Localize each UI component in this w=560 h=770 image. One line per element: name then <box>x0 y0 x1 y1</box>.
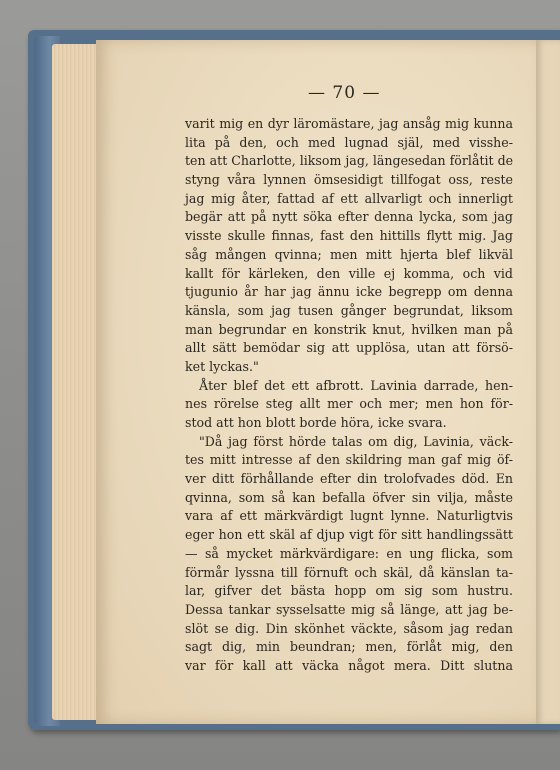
text-line: styng våra lynnen ömsesidigt tillfogat oss, reste <box>185 172 513 188</box>
text-line: allt sätt bemödar sig att upplösa, utan att försö- <box>185 340 513 356</box>
text-line: man begrundar en konstrik knut, hvilken man på <box>185 321 513 337</box>
text-line: Åter blef det ett afbrott. Lavinia darrade, hen- <box>199 377 513 393</box>
text-line: "Då jag först hörde talas om dig, Lavinia, väck- <box>199 433 513 449</box>
text-line: lita på den, och med lugnad själ, med visshe- <box>185 134 513 150</box>
text-line: varit mig en dyr läromästare, jag ansåg mig kunna <box>185 116 513 131</box>
text-line: ket lyckas." <box>185 358 259 374</box>
text-line: eger hon ett skäl af djup vigt för sitt handlingssätt <box>185 527 513 543</box>
text-line: var för kall att väcka något mera. Ditt slutna <box>185 657 513 673</box>
page-number: — 70 — <box>308 83 381 103</box>
text-line: stod att hon blott borde höra, icke svara. <box>185 415 447 430</box>
text-line: visste skulle finnas, fast den hittills flytt mig. Jag <box>185 228 513 244</box>
text-line: förmår lyssna till förnuft och skäl, då känslan ta- <box>185 564 513 580</box>
text-line: begär att på nytt söka efter denna lycka, som jag <box>185 209 513 225</box>
facing-page-edge <box>536 40 560 724</box>
text-line: ver ditt förhållande efter din trolofvades död. En <box>185 471 513 487</box>
text-line: känsla, som jag tusen gånger begrundat, liksom <box>185 302 513 318</box>
text-line: tes mitt intresse af den skildring man gaf mig öf- <box>185 452 513 468</box>
text-line: ten att Charlotte, liksom jag, längesedan förlåtit de <box>185 153 514 169</box>
text-line: nes rörelse steg allt mer och mer; men hon för- <box>185 396 513 412</box>
text-line: slöt se dig. Din skönhet väckte, såsom jag redan <box>185 620 513 636</box>
text-line: tjugunio år har jag ännu icke begrepp om denna <box>185 284 513 300</box>
page-text <box>185 115 513 676</box>
text-line: sagt dig, min beundran; men, förlåt mig, den <box>185 639 513 655</box>
text-line: Dessa tankar sysselsatte mig så länge, att jag be- <box>185 601 513 617</box>
text-line: — så mycket märkvärdigare: en ung flicka, som <box>185 545 513 561</box>
text-line: jag mig åter, fattad af ett allvarligt och innerligt <box>185 190 513 206</box>
text-line: lar, gifver det bästa hopp om sig som hustru. <box>185 583 513 599</box>
text-line: vara af ett märkvärdigt lugnt lynne. Naturligtvis <box>185 508 513 524</box>
text-line: såg mången qvinna; men mitt hjerta blef likväl <box>185 246 513 262</box>
text-line: qvinna, som så kan befalla öfver sin vilja, måste <box>185 489 513 505</box>
text-line: kallt för kärleken, den ville ej komma, och vid <box>185 265 513 281</box>
